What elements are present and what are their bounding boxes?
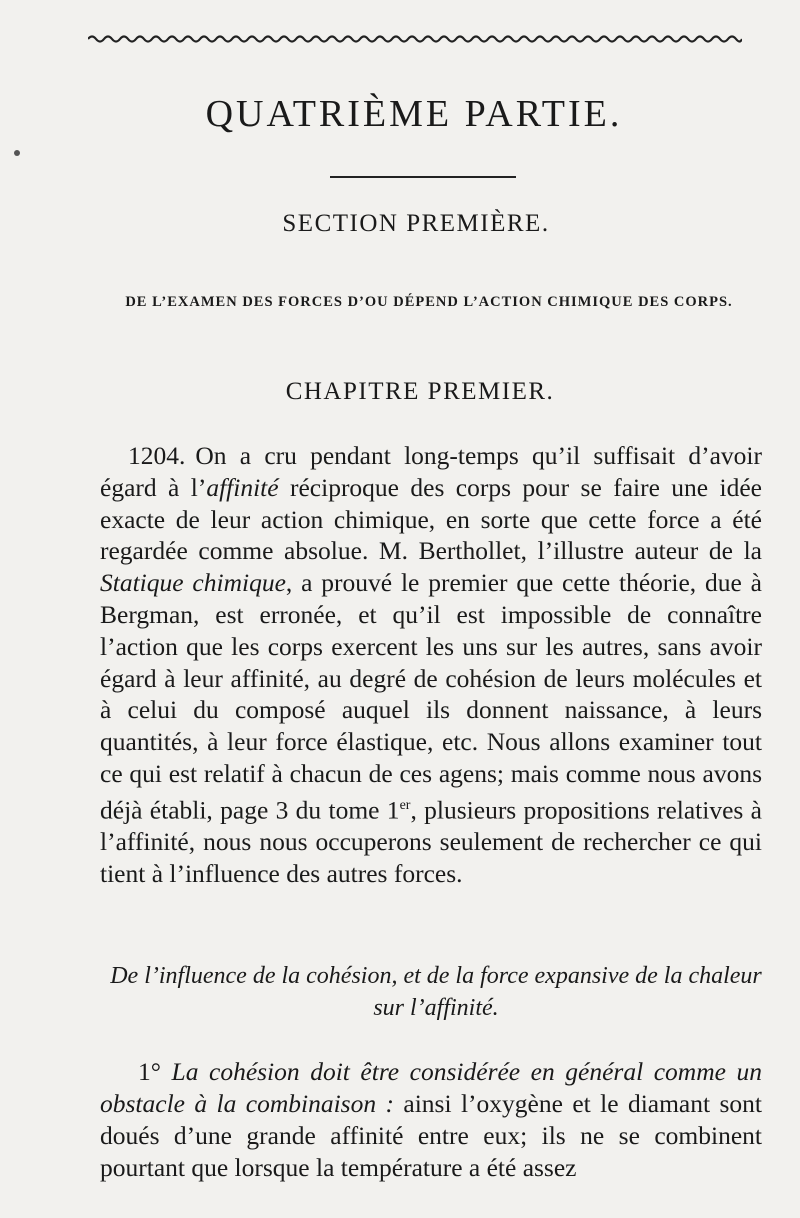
italic-term-affinite: affinité	[206, 472, 279, 502]
title-divider	[330, 176, 516, 178]
text-run: réciproque des corps pour se faire une idée exacte de leur action chimique, en sorte que cette force a été regardée comme absolue. M. Berthollet, l’illustre auteur de la	[100, 472, 762, 566]
chapter-title: CHAPITRE PREMIER.	[285, 378, 555, 405]
paragraph-number: 1°	[138, 1057, 161, 1086]
text-run: , a prouvé le premier que cette théorie, due à Bergman, est erronée, et qu’il est impossible de connaître l’action que les corps exercent les uns sur les autres, sans avoir égard à leur affinité, au degré de cohésion de leurs molécules et à celui du composé auquel ils donnent naissance, à leurs quantités, à leur force élastique, etc. Nous allons examiner tout ce qui est relatif à chacun de ces agens; mais comme nous avons déjà établi, page 3 du tome 1	[100, 568, 763, 825]
part-title: QUATRIÈME PARTIE.	[205, 93, 623, 135]
superscript-er: er	[399, 797, 411, 813]
paragraph-number: 1204.	[128, 441, 186, 470]
section-subtitle: DE L’EXAMEN DES FORCES D’OU DÉPEND L’ACTION CHIMIQUE DES CORPS.	[125, 294, 733, 310]
paragraph-1204	[100, 440, 762, 890]
section-title: SECTION PREMIÈRE.	[282, 210, 550, 237]
text-run: ainsi l’oxygène et le diamant sont doués d’une grande affinité entre eux; ils ne se combinent pourtant que lorsque la température a été assez	[100, 1089, 762, 1182]
ink-spot	[14, 150, 20, 156]
italic-title-statique: Statique chimique	[100, 568, 286, 598]
italic-proposition: La cohésion doit être considérée en général comme un obstacle à la combinaison :	[100, 1057, 763, 1118]
paragraph-1	[100, 1056, 762, 1184]
text-run: On a cru pendant long-temps qu’il suffisait d’avoir égard à l’	[100, 441, 762, 502]
ornamental-rule	[88, 34, 742, 44]
text-run: , plusieurs propositions relatives à l’affinité, nous nous occuperons seulement de rechercher ce qui tient à l’influence des autres forces.	[100, 795, 762, 888]
subheading: De l’influence de la cohésion, et de la force expansive de la chaleur sur l’affinité.	[110, 963, 762, 1021]
